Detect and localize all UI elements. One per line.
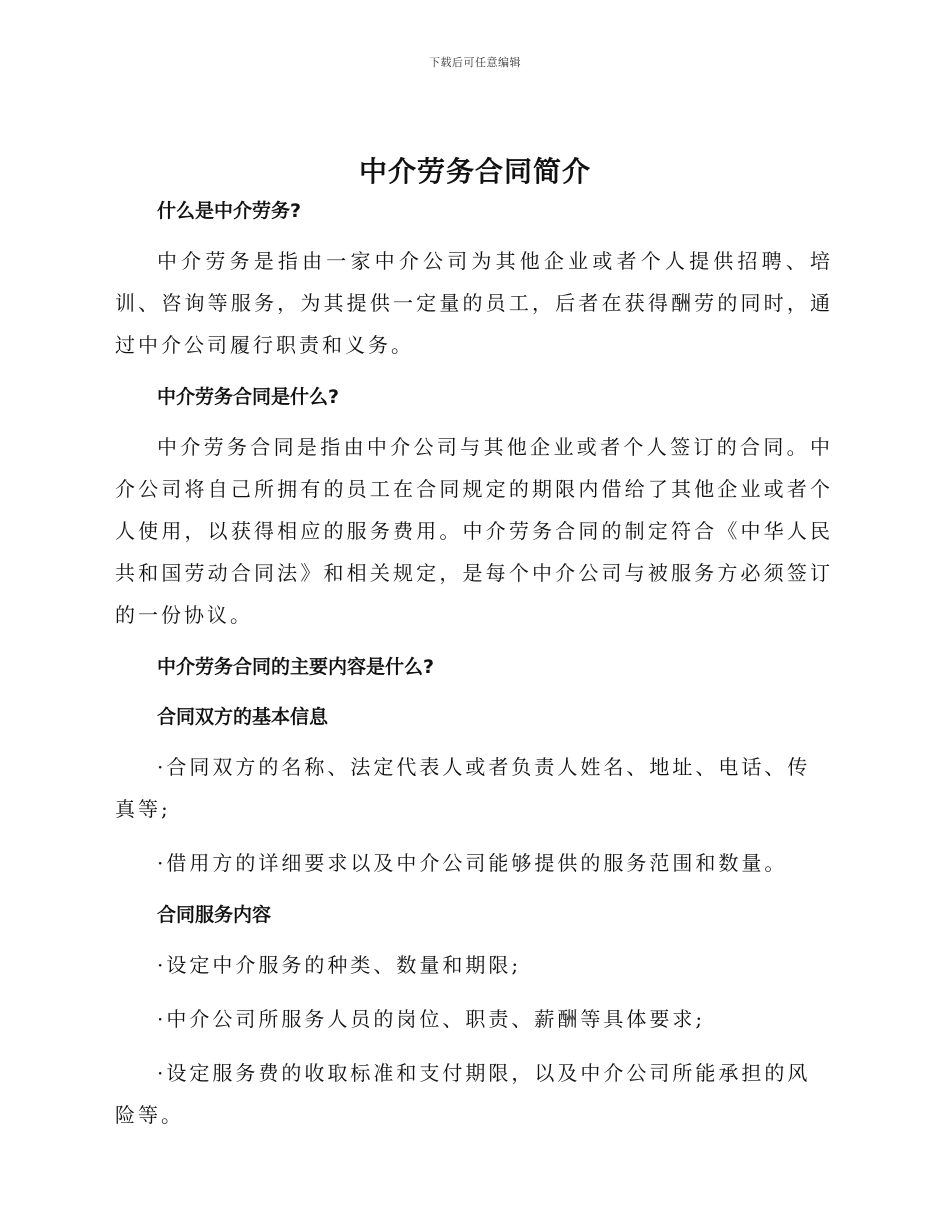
subheading-service-content: 合同服务内容 [157, 904, 272, 926]
list-item-service-3: ·设定服务费的收取标准和支付期限，以及中介公司所能承担的风险等。 [115, 1061, 811, 1127]
paragraph-agency-labor-definition: 中介劳务是指由一家中介公司为其他企业或者个人提供招聘、培训、咨询等服务，为其提供一定量的员工，后者在获得酬劳的同时，通过中介公司履行职责和义务。 [115, 249, 833, 357]
section-heading-what-is-contract: 中介劳务合同是什么? [157, 386, 340, 408]
subheading-basic-info: 合同双方的基本信息 [157, 706, 329, 728]
section-heading-what-is-agency-labor: 什么是中介劳务? [157, 200, 302, 222]
list-item-basic-info-1: ·合同双方的名称、法定代表人或者负责人姓名、地址、电话、传真等; [115, 755, 811, 821]
list-item-service-1: ·设定中介服务的种类、数量和期限; [157, 953, 522, 977]
page-header: 下载后可任意编辑 [429, 56, 521, 69]
document-body [115, 192, 833, 1136]
section-heading-main-content: 中介劳务合同的主要内容是什么? [157, 656, 435, 678]
document-title: 中介劳务合同简介 [358, 155, 591, 188]
list-item-service-2: ·中介公司所服务人员的岗位、职责、薪酬等具体要求; [157, 1007, 706, 1031]
paragraph-contract-definition: 中介劳务合同是指由中介公司与其他企业或者个人签订的合同。中介公司将自己所拥有的员工在合同规定的期限内借给了其他企业或者个人使用，以获得相应的服务费用。中介劳务合同的制定符合《中华人民共和国劳动合同法》和相关规定，是每个中介公司与被服务方必须签订的一份协议。 [115, 435, 833, 627]
list-item-basic-info-2: ·借用方的详细要求以及中介公司能够提供的服务范围和数量。 [157, 851, 788, 875]
